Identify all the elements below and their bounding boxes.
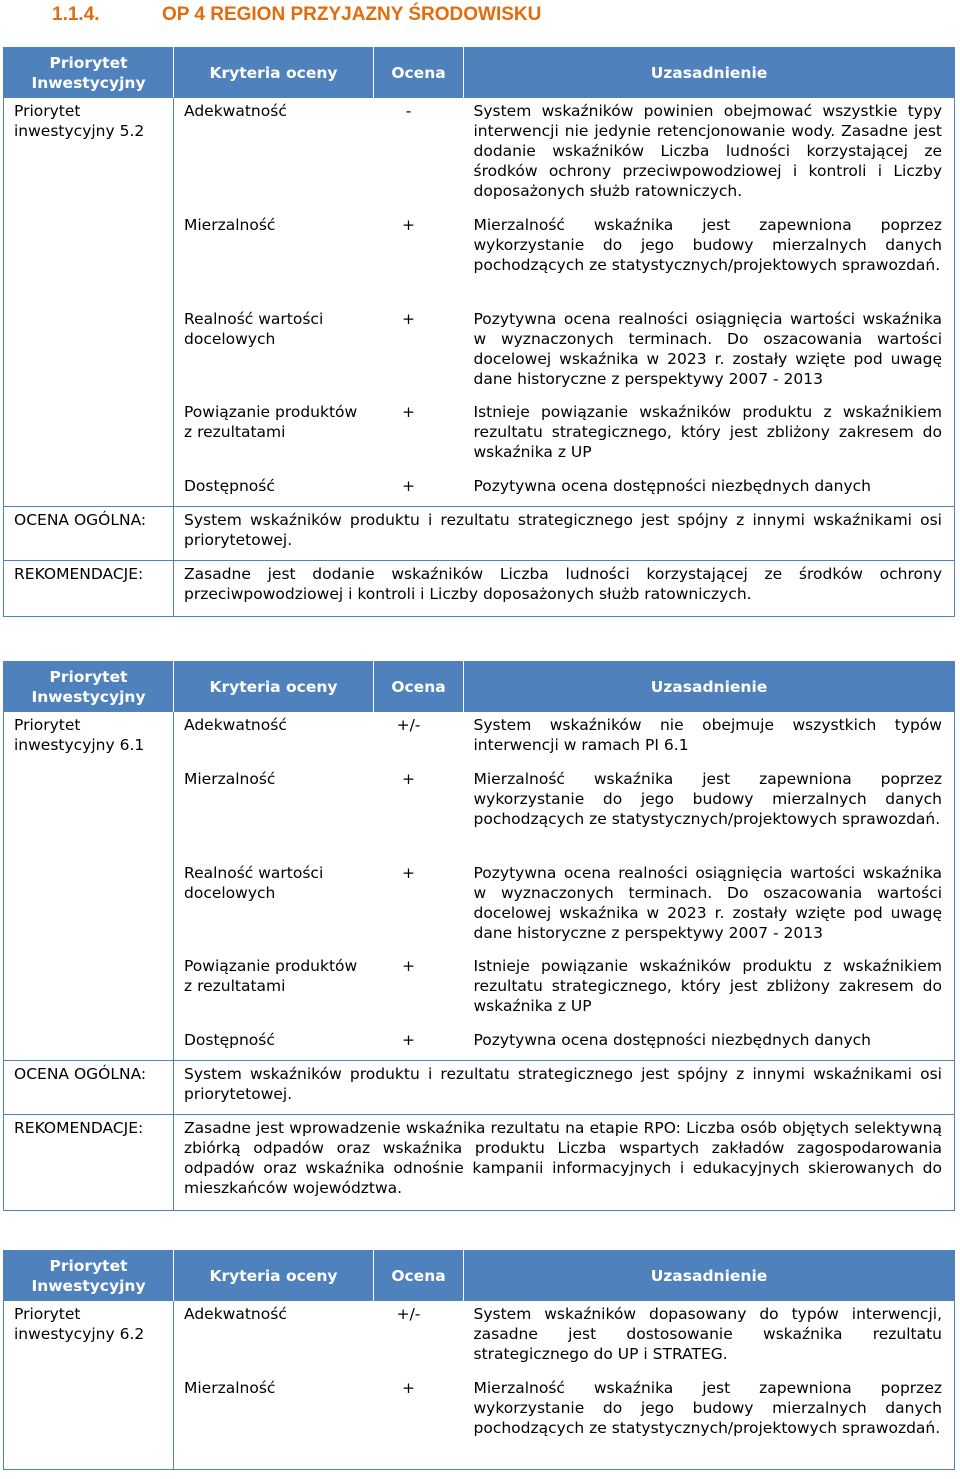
header-criteria: Kryteria oceny — [174, 1251, 374, 1302]
criterion: Powiązanie produktów z rezultatami — [184, 403, 358, 441]
header-grade: Ocena — [374, 662, 464, 713]
recommendations-label: REKOMENDACJE: — [4, 1114, 174, 1210]
priority-cell: Priorytet inwestycyjny 6.1 — [4, 712, 174, 1060]
criterion: Realność wartości docelowych — [184, 310, 324, 348]
grade: + — [402, 1031, 415, 1049]
justification: Mierzalność wskaźnika jest zapewniona poprzez wykorzystanie do jego budowy mierzalnych danych pochodzących ze statystycznych/projektowych sprawozdań. — [473, 216, 942, 274]
recommendations-row — [4, 560, 955, 616]
justification: System wskaźników powinien obejmować wszystkie typy interwencji nie jedynie retencjonowanie wody. Zasadne jest dodanie wskaźników Liczba ludności korzystającej ze środków ochrony przeciwpowodziowej i kontroli i Liczby doposażonych służb ratowniczych. — [473, 102, 942, 200]
header-criteria: Kryteria oceny — [174, 662, 374, 713]
table-header — [4, 662, 955, 713]
recommendations-label: REKOMENDACJE: — [4, 560, 174, 616]
evaluation-table-pi-5-2 — [3, 47, 955, 617]
overall-text: System wskaźników produktu i rezultatu strategicznego jest spójny z innymi wskaźnikami osi priorytetowej. — [174, 1060, 955, 1114]
recommendations-text: Zasadne jest dodanie wskaźników Liczba ludności korzystającej ze środków ochrony przeciwpowodziowej i kontroli i Liczby doposażonych służb ratowniczych. — [174, 560, 955, 616]
grade: + — [402, 310, 415, 328]
section-title: OP 4 REGION PRZYJAZNY ŚRODOWISKU — [162, 4, 542, 25]
grade: +/- — [396, 716, 421, 734]
justification: Istnieje powiązanie wskaźników produktu z wskaźnikiem rezultatu strategicznego, który jest zbliżony zakresem do wskaźnika z UP — [473, 403, 942, 461]
grade: + — [402, 477, 415, 495]
justification: Istnieje powiązanie wskaźników produktu z wskaźnikiem rezultatu strategicznego, który jest zbliżony zakresem do wskaźnika z UP — [473, 957, 942, 1015]
overall-text: System wskaźników produktu i rezultatu strategicznego jest spójny z innymi wskaźnikami osi priorytetowej. — [174, 506, 955, 560]
header-grade: Ocena — [374, 1251, 464, 1302]
section-heading — [52, 4, 541, 28]
header-priority: Priorytet Inwestycyjny — [4, 48, 174, 99]
justification: System wskaźników nie obejmuje wszystkich typów interwencji w ramach PI 6.1 — [473, 716, 942, 754]
table-header — [4, 48, 955, 99]
grade: - — [405, 102, 412, 120]
priority-cell: Priorytet inwestycyjny 5.2 — [4, 98, 174, 506]
justification: System wskaźników dopasowany do typów interwencji, zasadne jest dostosowanie wskaźnika rezultatu strategicznego do UP i STRATEG. — [473, 1305, 942, 1363]
criterion: Mierzalność — [184, 770, 276, 788]
criterion: Adekwatność — [184, 102, 287, 120]
criterion: Realność wartości docelowych — [184, 864, 324, 902]
grade: + — [402, 1379, 415, 1397]
criterion: Powiązanie produktów z rezultatami — [184, 957, 358, 995]
header-priority: Priorytet Inwestycyjny — [4, 1251, 174, 1302]
header-justification: Uzasadnienie — [464, 48, 955, 99]
table-row — [4, 1301, 955, 1375]
grade: + — [402, 403, 415, 421]
grade: + — [402, 864, 415, 882]
priority-cell: Priorytet inwestycyjny 6.2 — [4, 1301, 174, 1469]
justification: Pozytywna ocena dostępności niezbędnych danych — [473, 477, 872, 495]
criterion: Mierzalność — [184, 1379, 276, 1397]
criterion: Adekwatność — [184, 1305, 287, 1323]
recommendations-row — [4, 1114, 955, 1210]
justification: Pozytywna ocena dostępności niezbędnych danych — [473, 1031, 872, 1049]
criterion: Dostępność — [184, 477, 275, 495]
section-number: 1.1.4. — [52, 4, 100, 25]
grade: + — [402, 957, 415, 975]
header-grade: Ocena — [374, 48, 464, 99]
evaluation-table-pi-6-1 — [3, 661, 955, 1211]
overall-label: OCENA OGÓLNA: — [4, 1060, 174, 1114]
criterion: Adekwatność — [184, 716, 287, 734]
grade: + — [402, 216, 415, 234]
justification: Pozytywna ocena realności osiągnięcia wartości wskaźnika w wyznaczonych terminach. Do oszacowania wartości docelowej wskaźnika w 2023 r. zostały wzięte pod uwagę dane historyczne z perspektywy 2007 - 2013 — [473, 310, 942, 388]
table-row — [4, 712, 955, 766]
recommendations-text: Zasadne jest wprowadzenie wskaźnika rezultatu na etapie RPO: Liczba osób objętych selektywną zbiórką odpadów oraz wskaźnika produktu Liczba wspartych zakładów zagospodarowania odpadów oraz wskaźnika odnośnie kampanii informacyjnych i edukacyjnych skierowanych do mieszkańców województwa. — [174, 1114, 955, 1210]
header-justification: Uzasadnienie — [464, 1251, 955, 1302]
overall-row — [4, 506, 955, 560]
grade: +/- — [396, 1305, 421, 1323]
header-justification: Uzasadnienie — [464, 662, 955, 713]
evaluation-table-pi-6-2 — [3, 1250, 955, 1470]
header-criteria: Kryteria oceny — [174, 48, 374, 99]
table-header — [4, 1251, 955, 1302]
overall-label: OCENA OGÓLNA: — [4, 506, 174, 560]
overall-row — [4, 1060, 955, 1114]
header-priority: Priorytet Inwestycyjny — [4, 662, 174, 713]
justification: Mierzalność wskaźnika jest zapewniona poprzez wykorzystanie do jego budowy mierzalnych danych pochodzących ze statystycznych/projektowych sprawozdań. — [473, 770, 942, 828]
table-row — [4, 98, 955, 212]
justification: Mierzalność wskaźnika jest zapewniona poprzez wykorzystanie do jego budowy mierzalnych danych pochodzących ze statystycznych/projektowych sprawozdań. — [473, 1379, 942, 1437]
criterion: Dostępność — [184, 1031, 275, 1049]
criterion: Mierzalność — [184, 216, 276, 234]
grade: + — [402, 770, 415, 788]
justification: Pozytywna ocena realności osiągnięcia wartości wskaźnika w wyznaczonych terminach. Do oszacowania wartości docelowej wskaźnika w 2023 r. zostały wzięte pod uwagę dane historyczne z perspektywy 2007 - 2013 — [473, 864, 942, 942]
